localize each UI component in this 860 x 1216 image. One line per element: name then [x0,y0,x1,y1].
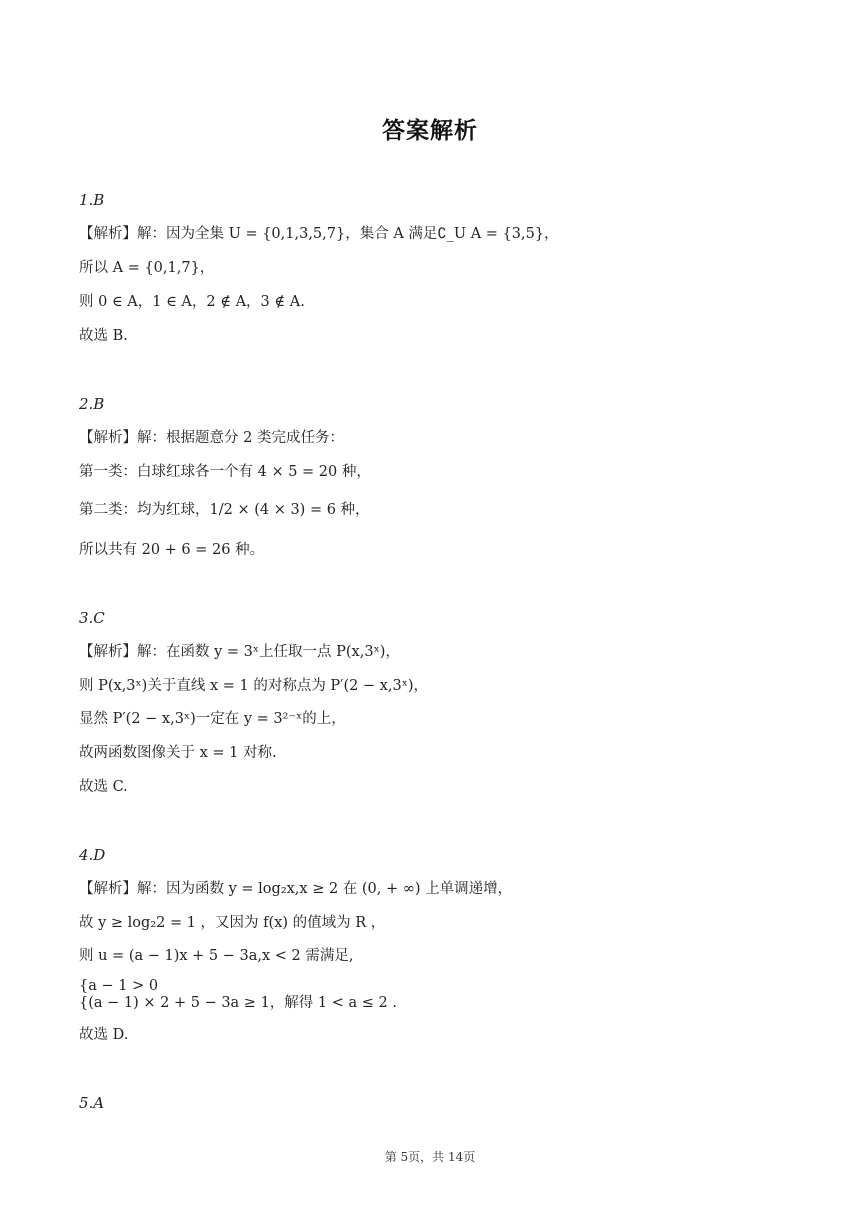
q4-line-4: {a − 1 > 0 [79,978,159,994]
question-1-number: 1.B [79,191,105,209]
q2-line-1: 【解析】解：根据题意分 2 类完成任务： [79,430,344,446]
page-footer: 第 5页，共 14页 [384,1150,476,1164]
q3-line-2: 则 P(x,3ˣ)关于直线 x = 1 的对称点为 P′(2 − x,3ˣ)， [79,678,429,694]
q3-line-4: 故两函数图像关于 x = 1 对称. [79,745,277,761]
question-4-number: 4.D [79,846,106,864]
page-title: 答案解析 [382,117,478,144]
q1-line-1: 【解析】解：因为全集 U = {0,1,3,5,7}，集合 A 满足∁_U A = {3,5}， [79,226,559,242]
q1-line-2: 所以 A = {0,1,7}， [79,260,215,276]
q4-line-3: 则 u = (a − 1)x + 5 − 3a,x < 2 需满足, [79,948,354,964]
question-3-number: 3.C [79,609,105,627]
q1-line-4: 故选 B. [79,328,128,344]
q4-line-6: 故选 D. [79,1027,129,1043]
q3-line-1: 【解析】解：在函数 y = 3ˣ上任取一点 P(x,3ˣ)， [79,644,400,660]
q1-line-3: 则 0 ∈ A，1 ∈ A，2 ∉ A，3 ∉ A. [79,294,305,310]
q4-line-1: 【解析】解：因为函数 y = log₂x,x ≥ 2 在 (0, + ∞) 上单调递增， [79,881,513,897]
q4-line-2: 故 y ≥ log₂2 = 1 ，又因为 f(x) 的值域为 R ， [79,915,386,931]
q2-line-2: 第一类：白球红球各一个有 4 × 5 = 20 种， [79,464,371,480]
q2-line-4: 所以共有 20 + 6 = 26 种。 [79,542,265,558]
q3-line-3: 显然 P′(2 − x,3ˣ)一定在 y = 3²⁻ˣ的上， [79,711,346,727]
q2-line-3: 第二类：均为红球，1/2 × (4 × 3) = 6 种， [79,502,370,518]
question-2-number: 2.B [79,395,105,413]
q4-line-5: {(a − 1) × 2 + 5 − 3a ≥ 1，解得 1 < a ≤ 2 . [79,995,397,1011]
q3-line-5: 故选 C. [79,779,128,795]
question-5-number: 5.A [79,1094,105,1112]
